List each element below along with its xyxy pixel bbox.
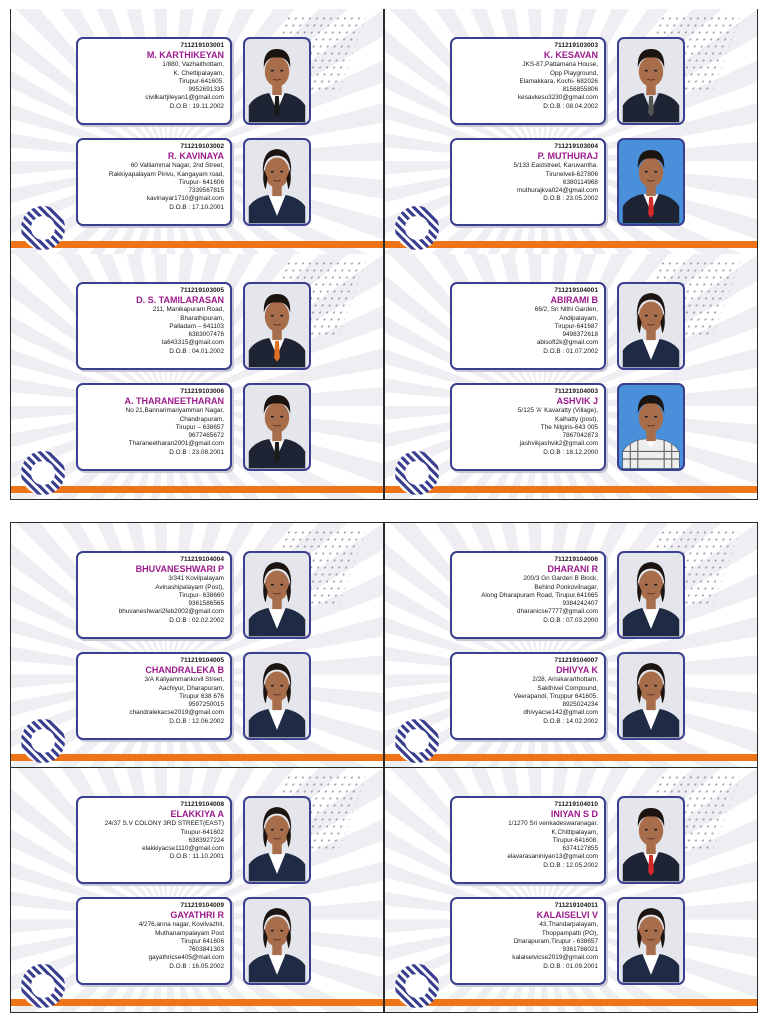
detail-line: chandralekacse2019@gmail.com	[129, 709, 224, 717]
detail-line: D.O.B : 07.03.2000	[543, 616, 598, 624]
detail-line: Muthanampalayam Post	[155, 929, 224, 937]
detail-line: Aachiyur, Dharapuram,	[158, 684, 224, 692]
detail-line: Tirunelveli-627806	[545, 170, 598, 178]
id-panel	[384, 767, 758, 1013]
orange-stripe	[385, 486, 757, 493]
student-card	[76, 897, 232, 985]
register-number: 711219104008	[180, 801, 224, 808]
portrait-icon	[619, 385, 683, 469]
detail-line: 6383007476	[188, 331, 224, 339]
id-panel	[384, 522, 758, 768]
sheet-page-2	[10, 522, 758, 1013]
detail-line: D.O.B : 23.08.2001	[169, 448, 224, 456]
orange-stripe	[11, 754, 383, 761]
orange-stripe	[11, 241, 383, 248]
detail-line: 5/125 'A' Kavaratty (Village),	[517, 407, 598, 415]
detail-line: 9677465672	[188, 432, 224, 440]
detail-line: 6383927224	[188, 836, 224, 844]
detail-line: 200/3 Gn Garden B Block,	[523, 575, 598, 583]
detail-line: Tirupur- 638660	[178, 591, 224, 599]
striped-ring-ornament	[21, 719, 65, 763]
detail-line: 6380114968	[562, 178, 598, 186]
student-photo	[617, 551, 685, 639]
student-photo	[243, 796, 311, 884]
detail-line: kalaiselvicse2019@gmail.com	[512, 954, 598, 962]
detail-line: dharanicse7777@gmail.com	[516, 608, 598, 616]
detail-line: D.O.B : 11.10.2001	[169, 853, 224, 861]
register-number: 711219103005	[180, 287, 224, 294]
orange-stripe	[385, 754, 757, 761]
register-number: 711219104009	[180, 902, 224, 909]
student-photo	[243, 282, 311, 370]
portrait-icon	[245, 798, 309, 882]
detail-line: Elamakkara, Kochi- 682026	[519, 77, 598, 85]
student-photo	[243, 37, 311, 125]
detail-line: Behind Ponkovilnagar,	[534, 583, 598, 591]
detail-line: The Nilgiris-643 005	[540, 423, 598, 431]
portrait-icon	[245, 385, 309, 469]
detail-line: D.O.B : 17.10.2001	[169, 203, 224, 211]
student-card	[450, 652, 606, 740]
detail-line: Avinashipalayam (Post),	[155, 583, 224, 591]
detail-line: Tharaneetharan2001@gmail.com	[128, 440, 224, 448]
portrait-icon	[245, 654, 309, 738]
student-card	[450, 897, 606, 985]
detail-line: Sakthivel Compound,	[537, 684, 598, 692]
detail-line: 9361788021	[562, 946, 598, 954]
portrait-icon	[619, 798, 683, 882]
detail-line: D.O.B : 02.02.2002	[169, 616, 224, 624]
detail-line: D.O.B : 12.06.2002	[169, 717, 224, 725]
student-photo	[617, 796, 685, 884]
register-number: 711219104006	[554, 556, 598, 563]
detail-line: 60 Valliammal Nagar, 2nd Street,	[130, 162, 224, 170]
student-name: INIYAN S D	[550, 809, 598, 820]
detail-line: 3/A Kaliyammankovil Street,	[144, 676, 224, 684]
portrait-icon	[245, 899, 309, 983]
student-photo	[243, 551, 311, 639]
detail-line: abisoft2k@gmail.com	[536, 339, 598, 347]
student-card	[450, 383, 606, 471]
detail-line: 8925024234	[562, 701, 598, 709]
portrait-icon	[619, 899, 683, 983]
detail-line: 9498372618	[562, 331, 598, 339]
student-name: KALAISELVI V	[536, 910, 598, 921]
detail-line: 9597250015	[188, 701, 224, 709]
detail-line: Tirupur 638 676	[179, 692, 224, 700]
striped-ring-ornament	[395, 964, 439, 1008]
detail-line: Tirupur-641608.	[552, 836, 598, 844]
detail-line: D.O.B : 04.01.2002	[169, 347, 224, 355]
register-number: 711219104010	[554, 801, 598, 808]
detail-line: elakkiyacse1110@gmail.com	[142, 845, 224, 853]
student-card	[76, 796, 232, 884]
portrait-icon	[245, 553, 309, 637]
student-card	[450, 796, 606, 884]
id-panel	[10, 254, 384, 500]
student-name: M. KARTHIKEYAN	[146, 50, 224, 61]
striped-ring-ornament	[21, 451, 65, 495]
portrait-icon	[245, 39, 309, 123]
detail-line: Along Dharapuram Road, Tirupur.641665	[481, 591, 598, 599]
student-card	[450, 138, 606, 226]
orange-stripe	[385, 999, 757, 1006]
detail-line: 7867042873	[562, 432, 598, 440]
detail-line: Tirupur – 638657	[175, 423, 224, 431]
register-number: 711219104005	[180, 657, 224, 664]
student-name: GAYATHRI R	[170, 910, 224, 921]
student-card	[76, 383, 232, 471]
id-panel	[384, 9, 758, 255]
detail-line: gayathricse405@mail.com	[148, 954, 224, 962]
register-number: 711219103002	[180, 143, 224, 150]
detail-line: K.Chittipalayam,	[551, 828, 598, 836]
student-name: ABIRAMI B	[550, 295, 598, 306]
detail-line: D.O.B : 23.05.2002	[543, 195, 598, 203]
detail-line: 2/28, Arisikararthottam,	[532, 676, 598, 684]
striped-ring-ornament	[21, 964, 65, 1008]
register-number: 711219104007	[554, 657, 598, 664]
orange-stripe	[11, 999, 383, 1006]
student-name: DHARANI R	[547, 564, 598, 575]
striped-ring-ornament	[395, 451, 439, 495]
detail-line: dhivyacse142@gmail.com	[523, 709, 598, 717]
detail-line: 5/133 Eaststreet, Karuvantha.	[513, 162, 598, 170]
detail-line: jashvikjashvik2@gmail.com	[519, 440, 598, 448]
striped-ring-ornament	[395, 719, 439, 763]
register-number: 711219103001	[180, 42, 224, 49]
student-card	[76, 138, 232, 226]
detail-line: 9384242407	[562, 600, 598, 608]
detail-line: Tirupur-641605.	[178, 77, 224, 85]
sheet-page-1	[10, 9, 758, 500]
detail-line: muthurajkva024@gmail.com	[516, 187, 598, 195]
student-card	[76, 652, 232, 740]
detail-line: K. Chettipalayam,	[173, 69, 224, 77]
student-photo	[243, 897, 311, 985]
student-name: A. THARANEETHARAN	[124, 396, 224, 407]
detail-line: 211, Manikapuram Road,	[152, 306, 224, 314]
detail-line: kesavkesu3230@gmail.com	[517, 94, 598, 102]
detail-line: D.O.B : 18.12.2000	[543, 448, 598, 456]
detail-line: JKS-87,Pattamana House,	[522, 61, 598, 69]
student-photo	[617, 652, 685, 740]
portrait-icon	[619, 140, 683, 224]
detail-line: 9952691335	[188, 86, 224, 94]
detail-line: D.O.B : 08.04.2002	[543, 102, 598, 110]
portrait-icon	[619, 553, 683, 637]
detail-line: Veerapandi, Tiruppur 641605.	[513, 692, 598, 700]
detail-line: D.O.B : 14.02.2002	[543, 717, 598, 725]
student-photo	[243, 652, 311, 740]
student-name: R. KAVINAYA	[167, 151, 224, 162]
detail-line: Tirupur 641606	[180, 937, 224, 945]
portrait-icon	[245, 284, 309, 368]
id-panel	[384, 254, 758, 500]
register-number: 711219103003	[554, 42, 598, 49]
detail-line: Tirupur-641602	[180, 828, 224, 836]
detail-line: Tirupur-641687	[554, 322, 598, 330]
detail-line: 43,Thandarpalayam,	[539, 921, 598, 929]
student-name: ASHVIK J	[556, 396, 598, 407]
detail-line: Palladam – 641103	[169, 322, 224, 330]
detail-line: civilkartjileyan1@gmail.com	[145, 94, 224, 102]
detail-line: Opp Playground,	[550, 69, 598, 77]
register-number: 711219104001	[554, 287, 598, 294]
student-name: BHUVANESHWARI P	[135, 564, 224, 575]
orange-stripe	[11, 486, 383, 493]
student-card	[450, 551, 606, 639]
detail-line: 66/2, Sri Nithi Garden,	[534, 306, 598, 314]
detail-line: 3/341 Kovilpalayam	[168, 575, 224, 583]
detail-line: Thoppampatti (PO),	[541, 929, 598, 937]
register-number: 711219104011	[554, 902, 598, 909]
detail-line: 24/37 S.V COLONY 3RD STREET(EAST)	[104, 820, 224, 828]
detail-line: D.O.B : 12.05.2002	[543, 861, 598, 869]
detail-line: ta643315@gmail.com	[161, 339, 224, 347]
detail-line: elavarasaniniyan13@gmail.com	[507, 853, 598, 861]
portrait-icon	[619, 39, 683, 123]
student-photo	[617, 37, 685, 125]
register-number: 711219103004	[554, 143, 598, 150]
student-photo	[617, 138, 685, 226]
student-card	[450, 37, 606, 125]
detail-line: Dharapuram,Tirupur - 638657	[513, 937, 598, 945]
student-card	[450, 282, 606, 370]
student-card	[76, 37, 232, 125]
student-name: DHIVYA K	[556, 665, 598, 676]
detail-line: Andipalayam,	[559, 314, 598, 322]
register-number: 711219104004	[180, 556, 224, 563]
student-photo	[243, 138, 311, 226]
student-card	[76, 551, 232, 639]
detail-line: 7339567815	[188, 187, 224, 195]
striped-ring-ornament	[395, 206, 439, 250]
detail-line: 8156855806	[562, 86, 598, 94]
student-name: K. KESAVAN	[543, 50, 598, 61]
id-panel	[10, 767, 384, 1013]
detail-line: bhuvaneshwari2feb2002@gmail.com	[118, 608, 224, 616]
detail-line: Bharathipuram,	[180, 314, 224, 322]
student-name: D. S. TAMILARASAN	[136, 295, 224, 306]
id-panel	[10, 522, 384, 768]
detail-line: D.O.B : 16.05.2002	[169, 962, 224, 970]
orange-stripe	[385, 241, 757, 248]
portrait-icon	[619, 284, 683, 368]
portrait-icon	[619, 654, 683, 738]
striped-ring-ornament	[21, 206, 65, 250]
detail-line: 9361586565	[188, 600, 224, 608]
detail-line: 7603841303	[188, 946, 224, 954]
register-number: 711219104003	[554, 388, 598, 395]
detail-line: 4/276,anna nagar, Kovilvazhil,	[138, 921, 224, 929]
student-photo	[617, 383, 685, 471]
student-name: ELAKKIYA A	[170, 809, 224, 820]
detail-line: Rakkiyapalayam Pirivu, Kangayam road,	[108, 170, 224, 178]
detail-line: D.O.B : 19.11.2002	[169, 102, 224, 110]
student-name: P. MUTHURAJ	[537, 151, 598, 162]
detail-line: 1/880, Vazhaithottam,	[162, 61, 224, 69]
register-number: 711219103006	[180, 388, 224, 395]
student-card	[76, 282, 232, 370]
detail-line: Chandrapuram,	[179, 415, 224, 423]
detail-line: 6374127855	[562, 845, 598, 853]
detail-line: Kalhatty (post),	[555, 415, 598, 423]
detail-line: D.O.B : 01.07.2002	[543, 347, 598, 355]
student-name: CHANDRALEKA B	[145, 665, 224, 676]
portrait-icon	[245, 140, 309, 224]
student-photo	[243, 383, 311, 471]
id-panel	[10, 9, 384, 255]
detail-line: Tirupur- 641606	[178, 178, 224, 186]
detail-line: kavinayar1710@gmail.com	[146, 195, 224, 203]
student-photo	[617, 897, 685, 985]
detail-line: No 21,Bannarimariyamman Nagar,	[125, 407, 224, 415]
detail-line: D.O.B : 01.09.2001	[543, 962, 598, 970]
detail-line: 1/1270 Sri venkadeswaranagar,	[508, 820, 598, 828]
student-photo	[617, 282, 685, 370]
